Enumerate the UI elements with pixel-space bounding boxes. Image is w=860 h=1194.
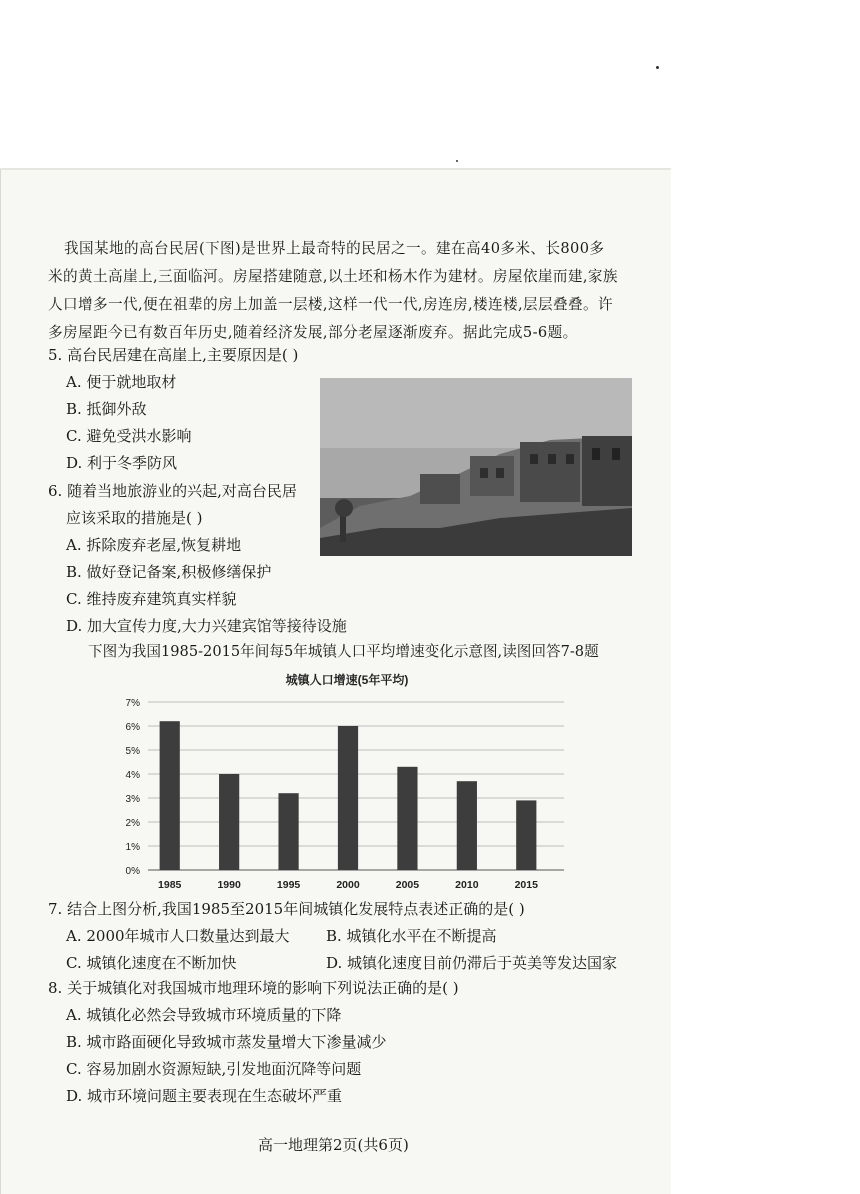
urban-population-growth-chart	[112, 668, 582, 898]
scan-speck	[656, 66, 659, 69]
question-5-stem: 5. 高台民居建在高崖上,主要原因是( )	[48, 346, 299, 364]
sheet-edge	[0, 168, 670, 170]
y-tick-label: 7%	[125, 698, 140, 709]
x-tick-label: 2010	[455, 879, 479, 891]
intro-line-1: 我国某地的高台民居(下图)是世界上最奇特的民居之一。建在高40多米、长800多	[64, 240, 605, 257]
bar-1995	[278, 793, 298, 870]
gaotai-dwellings-photo	[320, 378, 632, 556]
question-8-option-a: A. 城镇化必然会导致城市环境质量的下降	[66, 1006, 342, 1024]
intro-line-2: 米的黄土高崖上,三面临河。房屋搭建随意,以土坯和杨木作为建材。房屋依崖而建,家族	[48, 268, 618, 285]
x-tick-label: 1990	[217, 879, 241, 891]
question-5-option-a: A. 便于就地取材	[66, 373, 177, 391]
x-tick-label: 1995	[276, 879, 301, 891]
intro-line-3: 人口增多一代,便在祖辈的房上加盖一层楼,这样一代一代,房连房,楼连楼,层层叠叠。许	[48, 296, 613, 313]
bar-1985	[160, 721, 180, 870]
intro-line-4: 多房屋距今已有数百年历史,随着经济发展,部分老屋逐渐废弃。据此完成5-6题。	[48, 324, 578, 341]
bar-2000	[338, 726, 358, 870]
x-tick-label: 2015	[514, 879, 538, 891]
question-7-option-c: C. 城镇化速度在不断加快	[66, 954, 237, 972]
question-5-option-c: C. 避免受洪水影响	[66, 427, 192, 445]
bar-2010	[457, 781, 477, 870]
question-7-option-b: B. 城镇化水平在不断提高	[326, 927, 497, 945]
question-8-option-d: D. 城市环境问题主要表现在生态破坏严重	[66, 1087, 343, 1105]
question-6-option-b: B. 做好登记备案,积极修缮保护	[66, 563, 272, 581]
question-7-option-a: A. 2000年城市人口数量达到最大	[66, 927, 290, 945]
question-8-option-b: B. 城市路面硬化导致城市蒸发量增大下渗量减少	[66, 1033, 387, 1051]
x-tick-label: 2005	[395, 879, 420, 891]
y-tick-label: 6%	[125, 722, 140, 733]
x-tick-label: 1985	[158, 879, 182, 891]
bar-2015	[516, 800, 536, 870]
question-5-option-b: B. 抵御外敌	[66, 400, 147, 418]
question-6-stem: 6. 随着当地旅游业的兴起,对高台民居	[48, 482, 297, 500]
question-6-option-d: D. 加大宣传力度,大力兴建宾馆等接待设施	[66, 617, 347, 635]
question-7-stem: 7. 结合上图分析,我国1985至2015年间城镇化发展特点表述正确的是( )	[48, 900, 525, 918]
x-tick-label: 2000	[336, 879, 360, 891]
question-8-stem: 8. 关于城镇化对我国城市地理环境的影响下列说法正确的是( )	[48, 979, 459, 997]
y-tick-label: 4%	[125, 770, 140, 781]
y-tick-label: 2%	[125, 818, 140, 829]
question-6-option-a: A. 拆除废弃老屋,恢复耕地	[66, 536, 242, 554]
y-tick-label: 0%	[125, 866, 140, 877]
bar-1990	[219, 774, 239, 870]
chart-caption: 下图为我国1985-2015年间每5年城镇人口平均增速变化示意图,读图回答7-8题	[88, 643, 599, 660]
question-7-option-d: D. 城镇化速度目前仍滞后于英美等发达国家	[326, 954, 618, 972]
bar-2005	[397, 767, 417, 870]
scan-speck	[456, 160, 458, 162]
chart-title: 城镇人口增速(5年平均)	[285, 673, 409, 687]
y-tick-label: 1%	[125, 842, 140, 853]
question-6-option-c: C. 维持废弃建筑真实样貌	[66, 590, 237, 608]
question-8-option-c: C. 容易加剧水资源短缺,引发地面沉降等问题	[66, 1060, 362, 1078]
question-6-stem-cont: 应该采取的措施是( )	[66, 509, 203, 527]
question-5-option-d: D. 利于冬季防风	[66, 454, 178, 472]
y-tick-label: 5%	[125, 746, 140, 757]
y-tick-label: 3%	[125, 794, 140, 805]
page-footer: 高一地理第2页(共6页)	[258, 1136, 409, 1154]
